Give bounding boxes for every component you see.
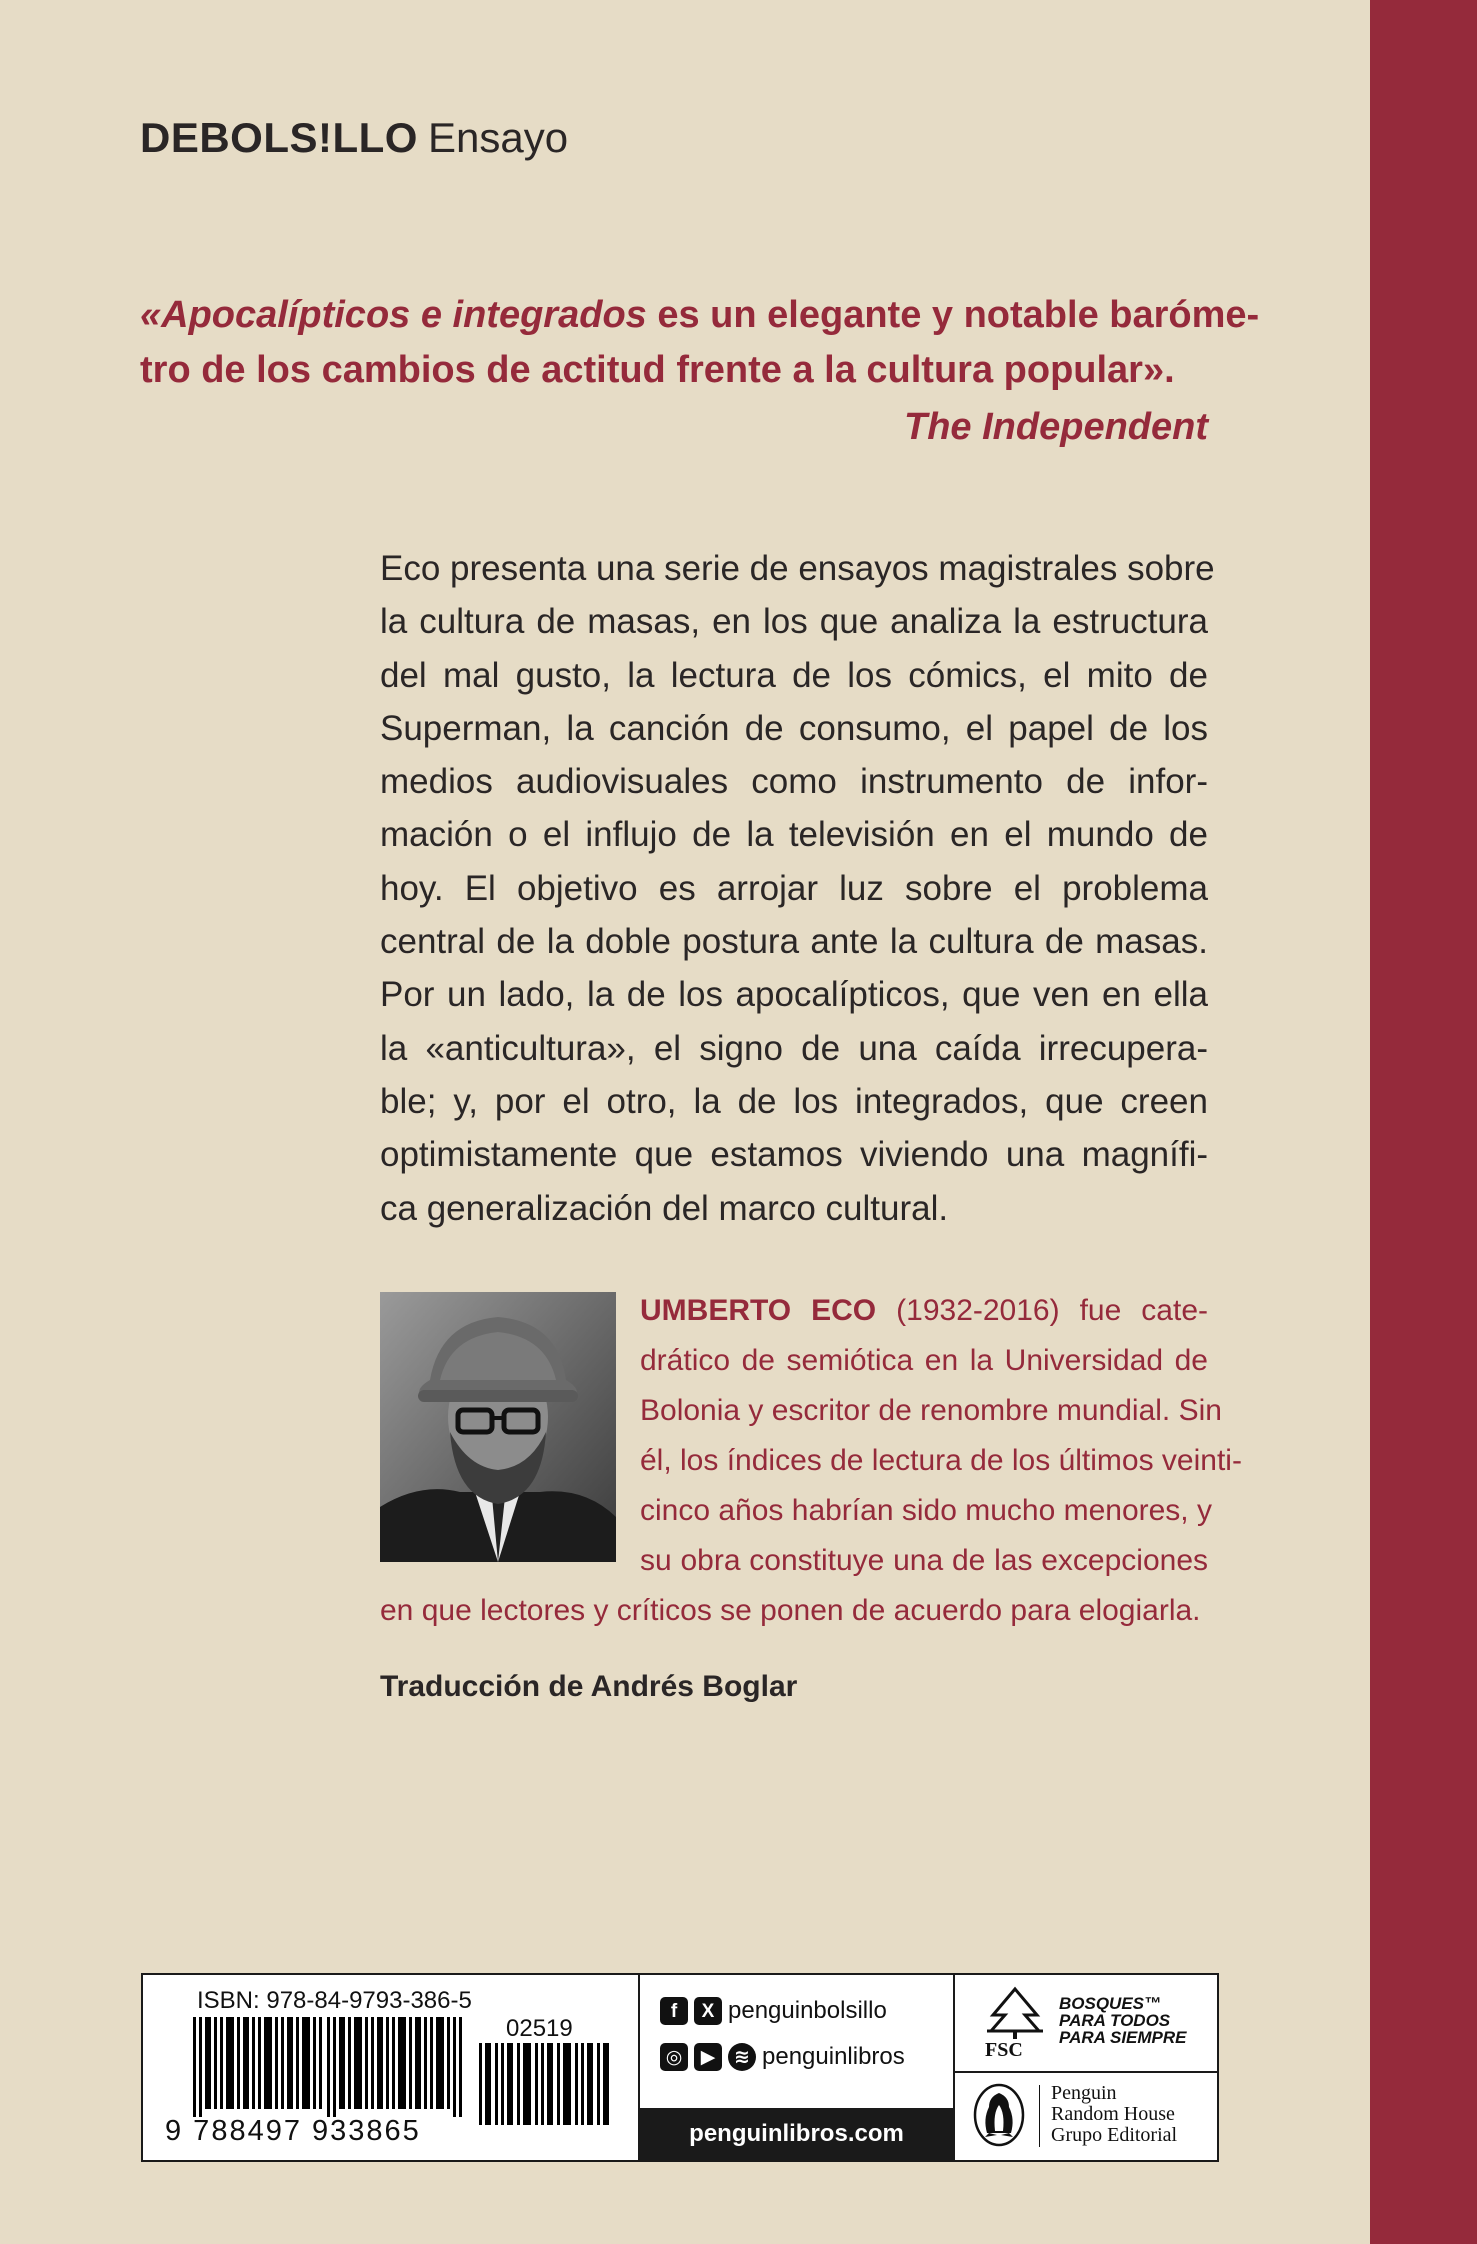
barcode-bars xyxy=(193,2017,473,2117)
quote-source: The Independent xyxy=(904,406,1208,448)
barcode-addon-code: 02519 xyxy=(506,2015,573,2042)
brand-name: DEBOLS!LLO xyxy=(140,114,418,161)
bio-line: su obra constituye una de las excepciones xyxy=(640,1544,1208,1577)
press-quote xyxy=(140,288,1260,398)
youtube-icon[interactable]: ▶ xyxy=(694,2043,722,2071)
publisher-brand xyxy=(140,112,568,164)
social-row xyxy=(660,1997,887,2025)
quote-line-1: «Apocalípticos e integrados es un elegante y notable baróme- xyxy=(140,294,1260,336)
fsc-slogan: BOSQUES™ PARA TODOS PARA SIEMPRE xyxy=(1059,1994,1187,2047)
social-panel xyxy=(640,1975,955,2160)
author-bio xyxy=(380,1286,1242,1636)
bio-line: cinco años habrían sido mucho menores, y xyxy=(640,1494,1212,1527)
quote-book-title: «Apocalípticos e integrados xyxy=(140,294,647,336)
brand-series: Ensayo xyxy=(427,114,569,161)
bio-line: él, los índices de lectura de los últimos veinti- xyxy=(640,1444,1242,1477)
synopsis-line: Eco presenta una serie de ensayos magistrales sobre xyxy=(380,549,1215,588)
synopsis-line: ca generalización del marco cultural. xyxy=(380,1188,949,1228)
facebook-icon[interactable]: f xyxy=(660,1997,688,2025)
bio-line: Bolonia y escritor de renombre mundial. Sin xyxy=(640,1394,1222,1427)
x-icon[interactable]: X xyxy=(694,1997,722,2025)
translator-credit: Traducción de Andrés Boglar xyxy=(380,1670,798,1703)
synopsis-line: optimistamente que estamos viviendo una magnífi- xyxy=(380,1135,1208,1175)
synopsis-line: hoy. El objetivo es arrojar luz sobre el problema xyxy=(380,868,1208,908)
publisher-logo xyxy=(955,2073,1217,2160)
barcode-addon-bars xyxy=(479,2043,629,2125)
isbn-barcode xyxy=(143,1975,640,2160)
social-handle: penguinlibros xyxy=(762,2043,905,2070)
isbn-digits: 9 788497 933865 xyxy=(165,2115,421,2147)
bio-line: drático de semiótica en la Universidad de xyxy=(640,1344,1208,1377)
book-spine-band xyxy=(1370,0,1477,2244)
synopsis-line: mación o el influjo de la televisión en el mundo de xyxy=(380,815,1208,855)
certification-panel xyxy=(955,1975,1217,2160)
quote-line-2: tro de los cambios de actitud frente a la cultura popular». xyxy=(140,349,1175,391)
synopsis-line: central de la doble postura ante la cultura de masas. xyxy=(380,922,1208,962)
synopsis-line: del mal gusto, la lectura de los cómics, el mito de xyxy=(380,655,1208,695)
synopsis-line: Por un lado, la de los apocalípticos, que ven en ella xyxy=(380,975,1208,1015)
author-name: UMBERTO ECO xyxy=(640,1294,877,1327)
publisher-divider xyxy=(1039,2085,1040,2147)
social-handle: penguinbolsillo xyxy=(728,1997,887,2024)
barcode-panel xyxy=(141,1973,1219,2162)
fsc-tree-icon xyxy=(981,1985,1049,2039)
synopsis xyxy=(380,542,1215,1235)
publisher-name: Penguin Random House Grupo Editorial xyxy=(1051,2082,1178,2146)
spotify-icon[interactable]: ≋ xyxy=(728,2043,756,2071)
synopsis-line: medios audiovisuales como instrumento de infor- xyxy=(380,762,1208,802)
fsc-label: FSC xyxy=(985,2039,1023,2061)
bio-line: UMBERTO ECO (1932-2016) fue cate- xyxy=(640,1294,1208,1327)
synopsis-line: ble; y, por el otro, la de los integrados, que creen xyxy=(380,1081,1208,1121)
synopsis-line: Superman, la canción de consumo, el papel de los xyxy=(380,708,1208,748)
website-link[interactable]: penguinlibros.com xyxy=(640,2108,953,2160)
isbn-label: ISBN: 978-84-9793-386-5 xyxy=(197,1987,472,2014)
synopsis-line: la cultura de masas, en los que analiza la estructura xyxy=(380,602,1208,642)
bio-line: en que lectores y críticos se ponen de acuerdo para elogiarla. xyxy=(380,1594,1201,1627)
fsc-badge xyxy=(955,1975,1217,2073)
social-row xyxy=(660,2043,905,2071)
synopsis-line: la «anticultura», el signo de una caída irrecupera- xyxy=(380,1028,1208,1068)
instagram-icon[interactable]: ◎ xyxy=(660,2043,688,2071)
penguin-icon xyxy=(971,2083,1027,2147)
